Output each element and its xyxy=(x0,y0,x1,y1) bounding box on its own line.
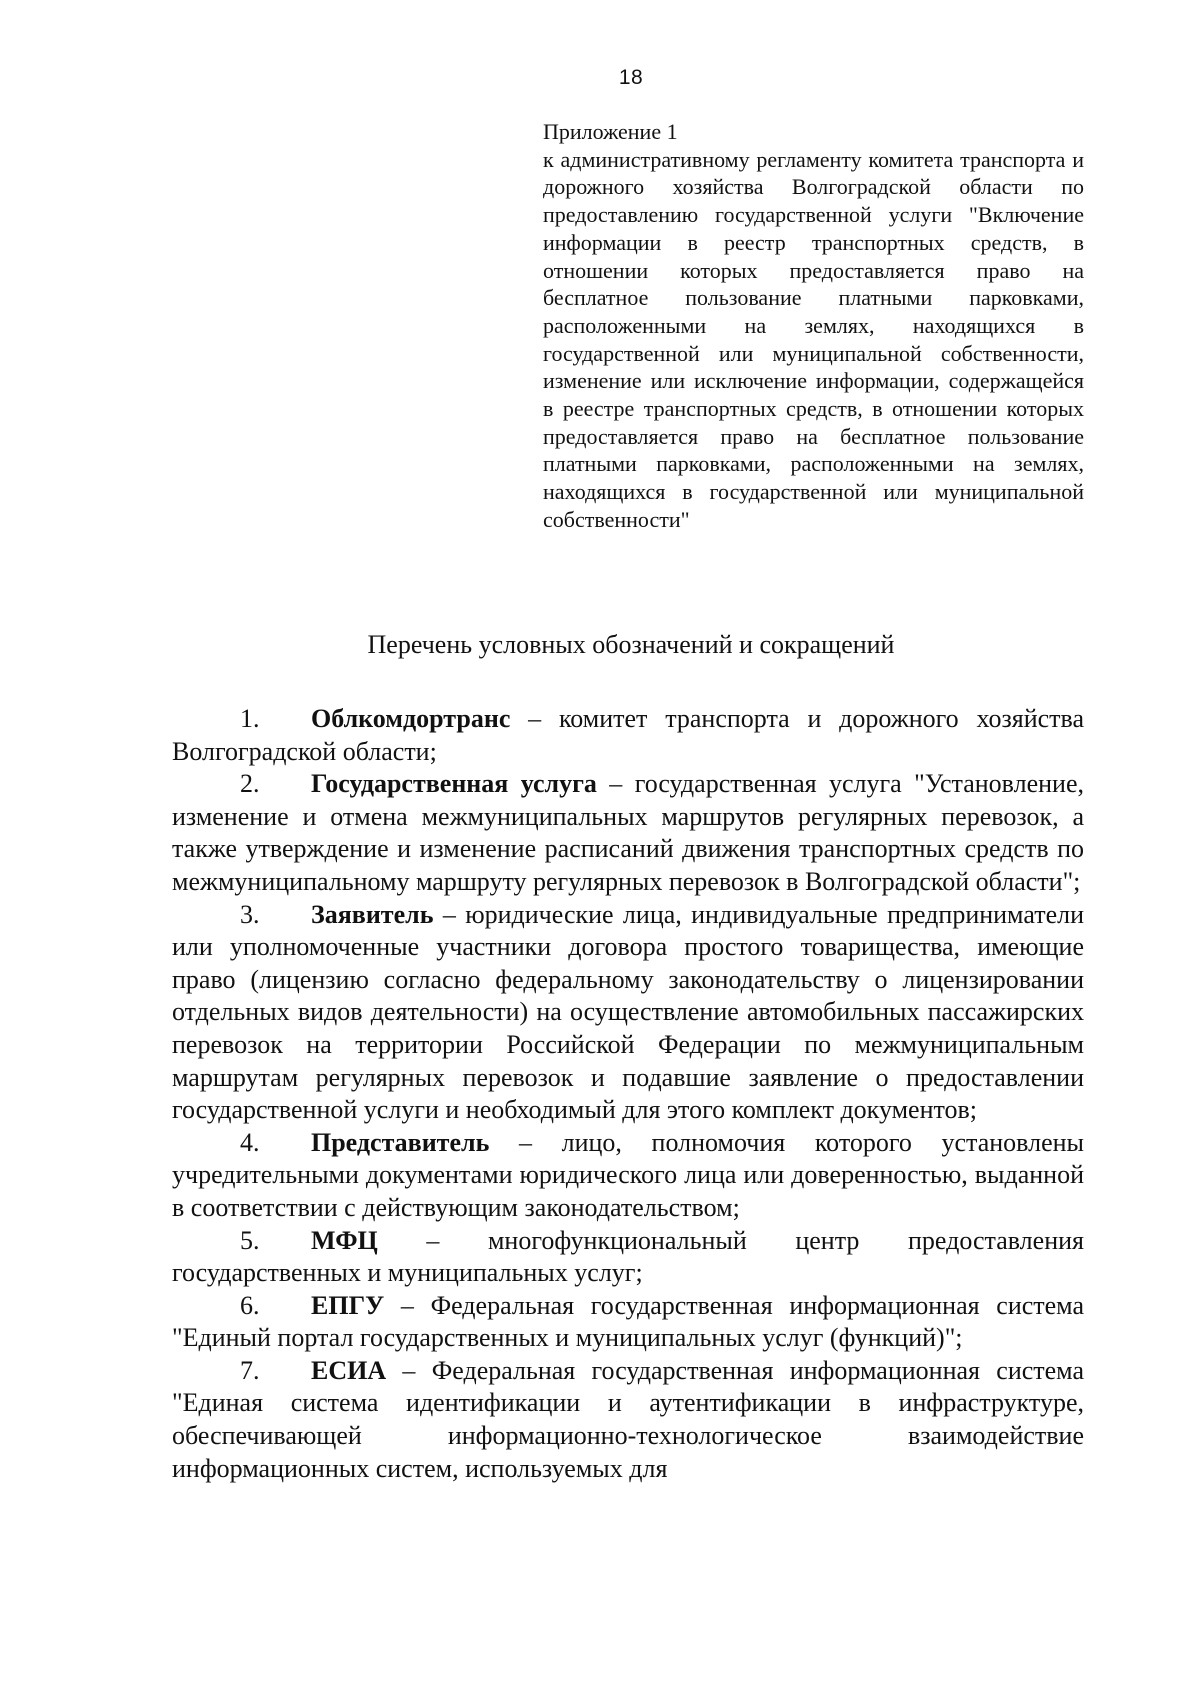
appendix-title: Приложение 1 xyxy=(543,119,678,144)
page-number: 18 xyxy=(618,66,644,89)
item-number: 1. xyxy=(240,704,260,733)
item-definition: – многофункциональный центр предоставления государственных и муниципальных услуг; xyxy=(172,1225,1084,1288)
item-term: Облкомдортранс xyxy=(311,704,511,733)
item-definition: – Федеральная государственная информационная система "Единая система идентификации и аутентификации в инфраструктуре, обеспечивающей информационно-технологическое взаимодействие информационных систем, используемых для xyxy=(172,1355,1084,1483)
item-term: МФЦ xyxy=(311,1225,378,1255)
item-definition: – Федеральная государственная информационная система "Единый портал государственных и муниципальных услуг (функций)"; xyxy=(172,1290,1084,1353)
item-definition: – юридические лица, индивидуальные предприниматели или уполномоченные участники договора простого товарищества, имеющие право (лицензию согласно федеральному законодательству о лицензировании отдельных видов деятельности) на осуществление автомобильных пассажирских перевозок на территории Российской Федерации по межмуниципальным маршрутам регулярных перевозок и подавшие заявление о предоставлении государственной услуги и необходимый для этого комплект документов; xyxy=(172,899,1084,1125)
item-number: 6. xyxy=(240,1290,260,1320)
item-number: 2. xyxy=(240,769,260,799)
appendix-text: к административному регламенту комитета транспорта и дорожного хозяйства Волгоградской области по предоставлению государственной услуги "Включение информации в реестр транспортных средств, в отношении которых предоставляется право на бесплатное пользование платными парковками, расположенными на землях, находящихся в государственной или муниципальной собственности, изменение или исключение информации, содержащейся в реестре транспортных средств, в отношении которых предоставляется право на бесплатное пользование платными парковками, расположенными на землях, находящихся в государственной или муниципальной собственности" xyxy=(543,146,1084,532)
item-definition: – лицо, полномочия которого установлены учредительными документами юридического лица или доверенностью, выданной в соответствии с действующим законодательством; xyxy=(172,1127,1084,1222)
item-term: Представитель xyxy=(311,1127,490,1157)
list-item xyxy=(172,1355,1084,1485)
item-term: ЕСИА xyxy=(311,1355,387,1385)
item-number: 3. xyxy=(240,899,260,929)
item-term: Заявитель xyxy=(311,899,434,929)
item-definition: – комитет транспорта и дорожного хозяйства Волгоградской области; xyxy=(172,704,1084,766)
appendix-header xyxy=(543,118,1084,534)
item-term: ЕПГУ xyxy=(311,1290,385,1320)
abbreviations-list xyxy=(172,703,1084,1485)
list-item xyxy=(172,1127,1084,1225)
list-item xyxy=(172,1225,1084,1290)
item-term: Государственная услуга xyxy=(311,769,597,799)
item-number: 5. xyxy=(240,1225,260,1255)
list-item xyxy=(172,703,1084,768)
list-item xyxy=(172,1290,1084,1355)
item-number: 4. xyxy=(240,1127,260,1157)
item-definition: – государственная услуга "Установление, изменение и отмена межмуниципальных маршрутов регулярных перевозок, а также утверждение и изменение расписаний движения транспортных средств по межмуниципальному маршруту регулярных перевозок в Волгоградской области"; xyxy=(172,769,1084,896)
list-title: Перечень условных обозначений и сокращений xyxy=(367,630,895,659)
item-number: 7. xyxy=(240,1355,260,1385)
list-item xyxy=(172,768,1084,898)
list-item xyxy=(172,899,1084,1127)
